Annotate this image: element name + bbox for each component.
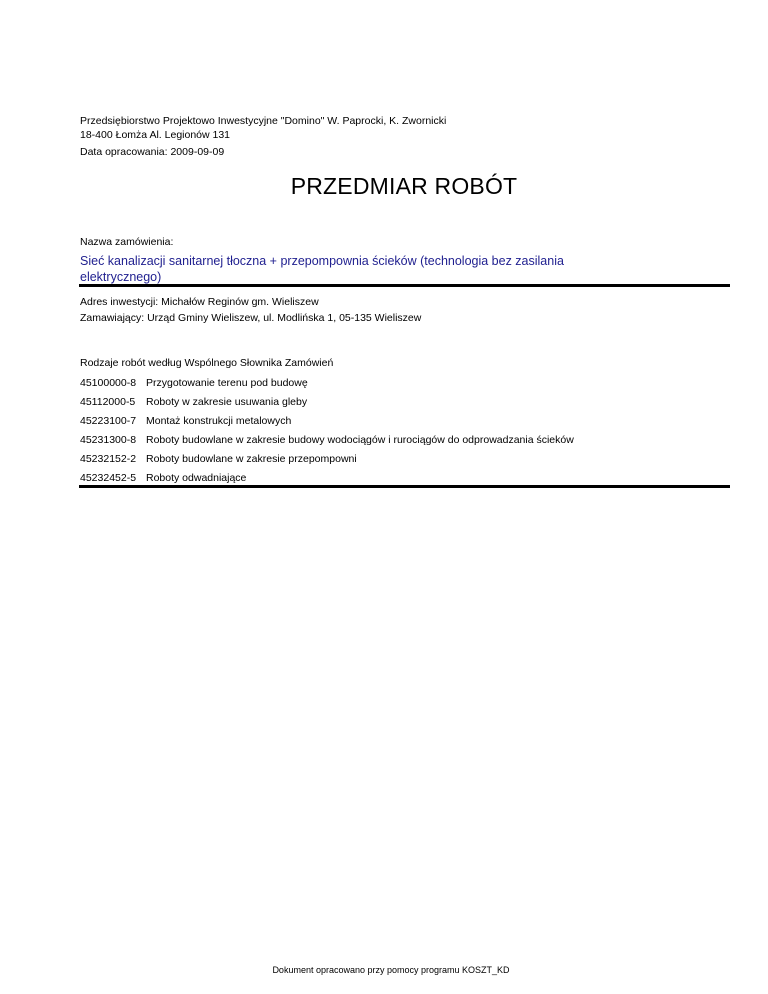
cpv-code: 45112000-5 — [80, 396, 136, 408]
cpv-description: Roboty budowlane w zakresie budowy wodociągów i rurociągów do odprowadzania ścieków — [146, 434, 574, 446]
company-name: Przedsiębiorstwo Projektowo Inwestycyjne "Domino" W. Paprocki, K. Zwornicki — [80, 115, 447, 127]
order-name: Sieć kanalizacji sanitarnej tłoczna + przepompownia ścieków (technologia bez zasilania elektrycznego) — [80, 254, 564, 284]
footer-note: Dokument opracowano przy pomocy programu KOSZT_KD — [272, 965, 510, 975]
client-info: Zamawiający: Urząd Gminy Wieliszew, ul. Modlińska 1, 05-135 Wieliszew — [80, 312, 422, 324]
document-title: PRZEDMIAR ROBÓT — [290, 173, 518, 199]
cpv-row — [80, 415, 574, 434]
cpv-list — [80, 377, 574, 491]
cpv-description: Przygotowanie terenu pod budowę — [146, 377, 308, 389]
cpv-row — [80, 453, 574, 472]
cpv-row — [80, 377, 574, 396]
cpv-code: 45232152-2 — [80, 453, 137, 465]
divider-top — [79, 284, 730, 287]
cpv-code: 45231300-8 — [80, 434, 137, 446]
cpv-code: 45223100-7 — [80, 415, 137, 427]
cpv-row — [80, 396, 574, 415]
cpv-description: Roboty budowlane w zakresie przepompowni — [146, 453, 357, 465]
order-label: Nazwa zamówienia: — [80, 236, 174, 248]
company-address: 18-400 Łomża Al. Legionów 131 — [80, 128, 231, 141]
cpv-description: Montaż konstrukcji metalowych — [146, 415, 292, 427]
cpv-code: 45100000-8 — [80, 377, 137, 389]
cpv-row — [80, 472, 574, 491]
company-info — [80, 115, 446, 142]
cpv-heading: Rodzaje robót według Wspólnego Słownika Zamówień — [80, 357, 334, 369]
cpv-description: Roboty odwadniające — [146, 472, 247, 484]
preparation-date: Data opracowania: 2009-09-09 — [80, 146, 225, 158]
cpv-row — [80, 434, 574, 453]
investment-details — [80, 294, 421, 326]
divider-bottom — [79, 485, 730, 488]
cpv-description: Roboty w zakresie usuwania gleby — [146, 396, 308, 408]
investment-address: Adres inwestycji: Michałów Reginów gm. Wieliszew — [80, 296, 319, 308]
cpv-code: 45232452-5 — [80, 472, 137, 484]
